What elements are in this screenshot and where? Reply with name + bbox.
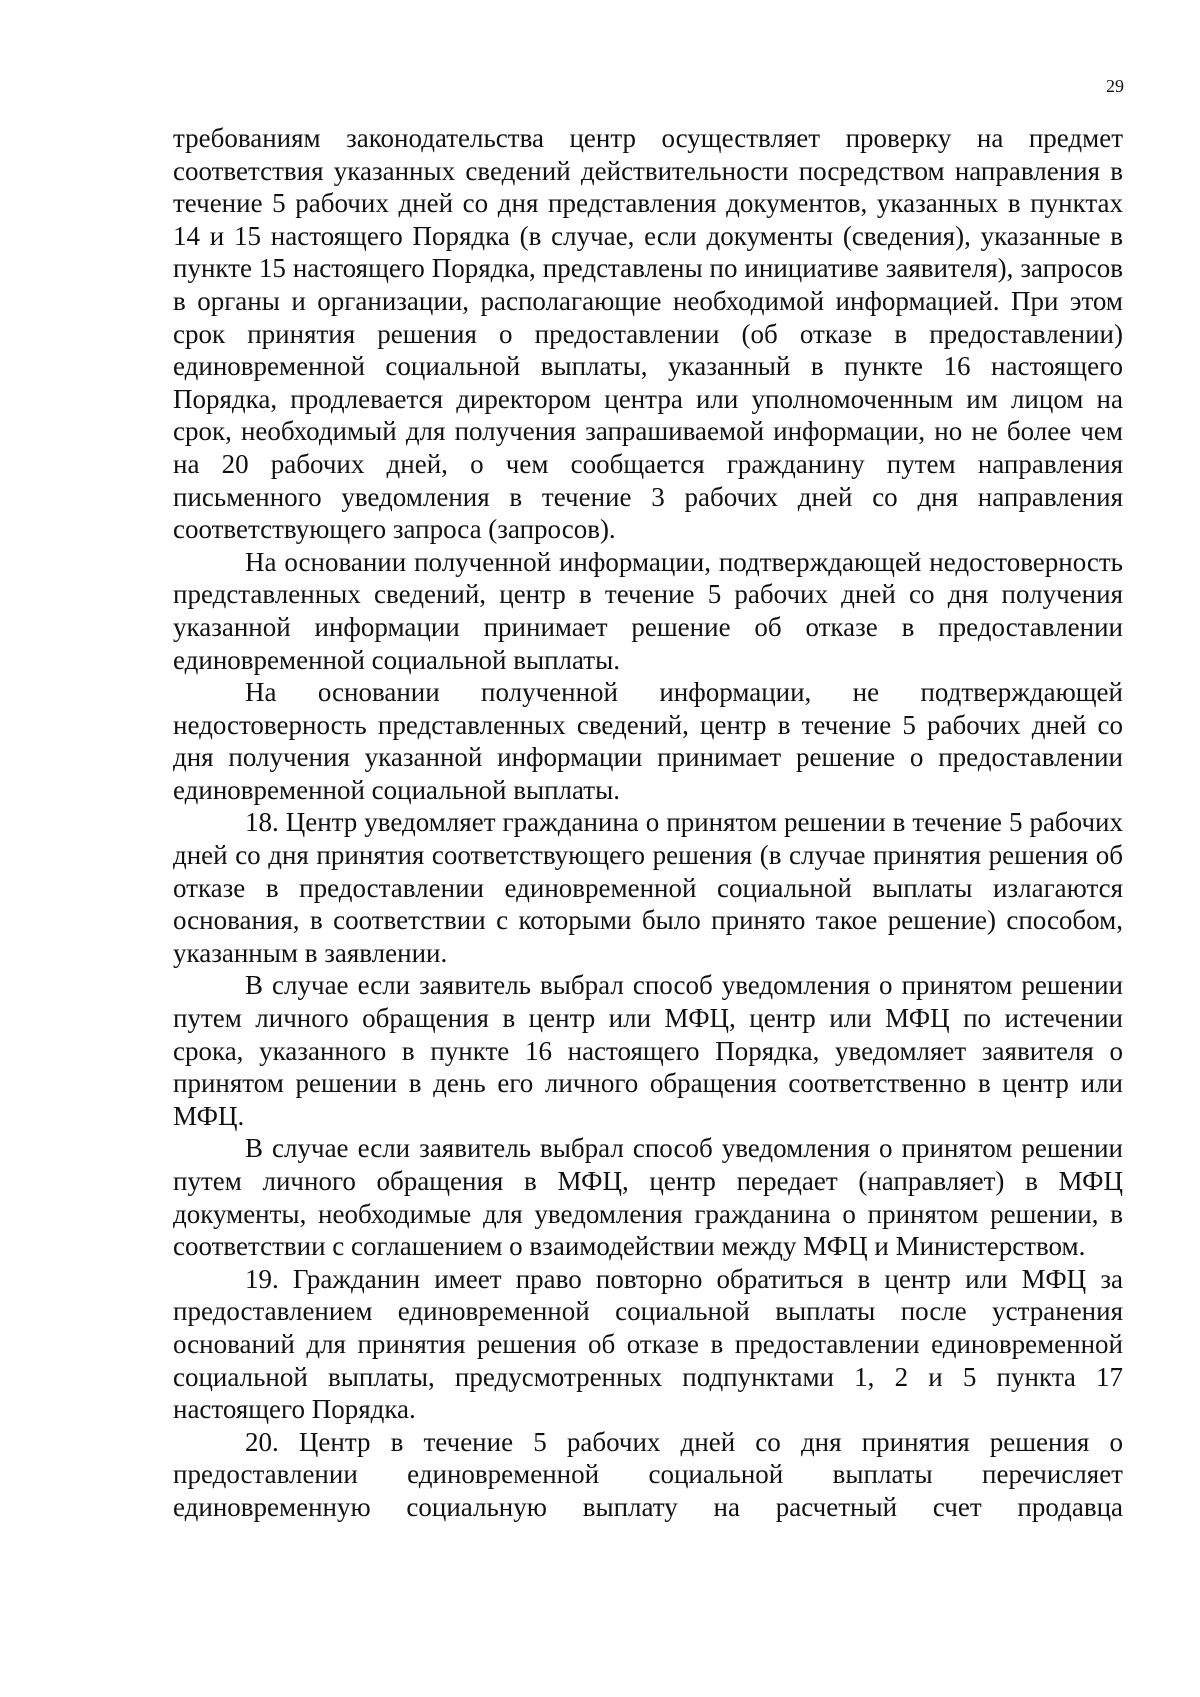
paragraph-6: В случае если заявитель выбрал способ уведомления о принятом решении путем личного обращения в МФЦ, центр передает (направляет) в МФЦ документы, необходимые для уведомления гражданина о принятом решении, в соответствии с соглашением о взаимодействии между МФЦ и Министерством. <box>173 1133 1123 1262</box>
paragraph-3: На основании полученной информации, не подтверждающей недостоверность представленных сведений, центр в течение 5 рабочих дней со дня получения указанной информации принимает решение о предоставлении единовременной социальной выплаты. <box>173 677 1123 805</box>
page-number: 29 <box>1106 76 1124 96</box>
paragraph-point-18: 18. Центр уведомляет гражданина о принятом решении в течение 5 рабочих дней со дня принятия соответствующего решения (в случае принятия решения об отказе в предоставлении единовременной социальной выплаты излагаются основания, в соответствии с которыми было принято такое решение) способом, указанным в заявлении. <box>173 807 1123 968</box>
paragraph-1: требованиям законодательства центр осуществляет проверку на предмет соответствия указанных сведений действительности посредством направления в течение 5 рабочих дней со дня представления документов, указанных в пунктах 14 и 15 настоящего Порядка (в случае, если документы (сведения), указанные в пункте 15 настоящего Порядка, представлены по инициативе заявителя), запросов в органы и организации, располагающие необходимой информацией. При этом срок принятия решения о предоставлении (об отказе в предоставлении) единовременной социальной выплаты, указанный в пункте 16 настоящего Порядка, продлевается директором центра или уполномоченным им лицом на срок, необходимый для получения запрашиваемой информации, но не более чем на 20 рабочих дней, о чем сообщается гражданину путем направления письменного уведомления в течение 3 рабочих дней со дня направления соответствующего запроса (запросов). <box>173 123 1123 545</box>
paragraph-point-19: 19. Гражданин имеет право повторно обратиться в центр или МФЦ за предоставлением единовременной социальной выплаты после устранения оснований для принятия решения об отказе в предоставлении единовременной социальной выплаты, предусмотренных подпунктами 1, 2 и 5 пункта 17 настоящего Порядка. <box>173 1263 1123 1425</box>
paragraph-point-20: 20. Центр в течение 5 рабочих дней со дня принятия решения о предоставлении единовременной социальной выплаты перечисляет единовременную социальную выплату на расчетный счет продавца <box>173 1426 1123 1522</box>
document-body <box>173 122 1123 1524</box>
paragraph-2: На основании полученной информации, подтверждающей недостоверность представленных сведений, центр в течение 5 рабочих дней со дня получения указанной информации принимает решение об отказе в предоставлении единовременной социальной выплаты. <box>173 546 1123 675</box>
paragraph-5: В случае если заявитель выбрал способ уведомления о принятом решении путем личного обращения в центр или МФЦ, центр или МФЦ по истечении срока, указанного в пункте 16 настоящего Порядка, уведомляет заявителя о принятом решении в день его личного обращения соответственно в центр или МФЦ. <box>173 970 1123 1131</box>
